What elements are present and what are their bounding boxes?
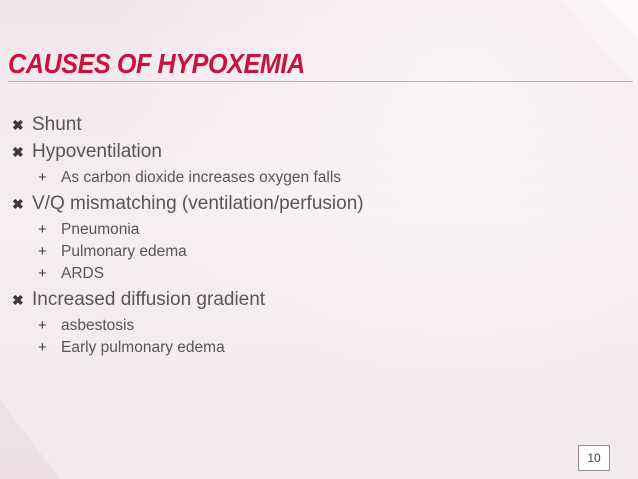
sub-bullet-text: Pneumonia bbox=[61, 221, 140, 238]
plus-bullet-icon: + bbox=[38, 317, 47, 334]
bullet-item-hypoventilation bbox=[12, 141, 572, 163]
plus-bullet-icon: + bbox=[38, 169, 47, 186]
sub-bullet-item bbox=[12, 220, 572, 239]
bullet-text: V/Q mismatching (ventilation/perfusion) bbox=[32, 193, 364, 214]
slide-title: CAUSES OF HYPOXEMIA bbox=[8, 48, 305, 79]
x-mark-bullet-icon: ✖ bbox=[12, 144, 24, 160]
bullet-list bbox=[12, 114, 572, 360]
plus-bullet-icon: + bbox=[38, 265, 47, 282]
sub-bullet-text: ARDS bbox=[61, 265, 105, 282]
sub-bullet-text: As carbon dioxide increases oxygen falls bbox=[61, 169, 342, 186]
bullet-text: Increased diffusion gradient bbox=[32, 289, 266, 310]
sub-bullet-text: Early pulmonary edema bbox=[61, 339, 225, 356]
sub-bullet-text: Pulmonary edema bbox=[61, 243, 187, 260]
bullet-text: Hypoventilation bbox=[32, 141, 162, 162]
sub-bullet-item bbox=[12, 316, 572, 335]
x-mark-bullet-icon: ✖ bbox=[12, 196, 24, 212]
bullet-text: Shunt bbox=[32, 114, 82, 135]
sub-bullet-item bbox=[12, 338, 572, 357]
x-mark-bullet-icon: ✖ bbox=[12, 292, 24, 308]
title-underline bbox=[8, 81, 633, 82]
x-mark-bullet-icon: ✖ bbox=[12, 117, 24, 133]
bullet-item-diffusion-gradient bbox=[12, 289, 572, 311]
plus-bullet-icon: + bbox=[38, 339, 47, 356]
sub-bullet-text: asbestosis bbox=[61, 317, 135, 334]
plus-bullet-icon: + bbox=[38, 221, 47, 238]
sub-bullet-item bbox=[12, 168, 572, 187]
page-number: 10 bbox=[578, 445, 610, 471]
bullet-item-vq-mismatching bbox=[12, 193, 572, 215]
bullet-item-shunt bbox=[12, 114, 572, 136]
sub-bullet-item bbox=[12, 264, 572, 283]
plus-bullet-icon: + bbox=[38, 243, 47, 260]
sub-bullet-item bbox=[12, 242, 572, 261]
